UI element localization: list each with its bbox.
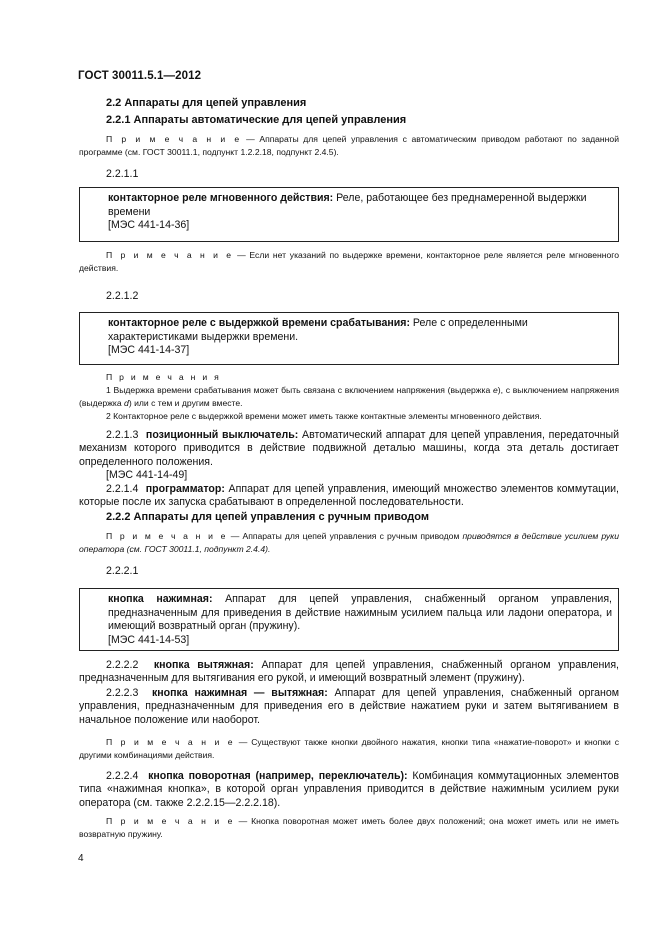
- reference-2-2-1-3: [МЭС 441-14-49]: [106, 469, 188, 481]
- term: кнопка поворотная (например, переключатель):: [148, 770, 408, 782]
- term: кнопка нажимная:: [108, 593, 213, 605]
- note-2-2-1-1: [79, 249, 619, 274]
- definition-box-2-2-1-1: [79, 187, 619, 242]
- reference: [МЭС 441-14-53]: [108, 633, 190, 646]
- note-2-2-1: [79, 133, 619, 158]
- definition: Аппарат для цепей управления, снабженный органом управления, предназначенным для приведения его в действие нажатием руки и затем вытягиванием в начальное положение или наоборот.: [79, 687, 620, 726]
- clause-number-2-2-2-1: 2.2.2.1: [106, 565, 139, 577]
- note-text-italic: приводятся в действие усилием руки оператора (см. ГОСТ 30011.1, подпункт 2.4.4).: [79, 531, 620, 554]
- term: программатор:: [145, 483, 225, 495]
- section-2-2-2-heading: 2.2.2 Аппараты для цепей управления с ручным приводом: [106, 511, 430, 523]
- definition: Аппарат для цепей управления, снабженный органом управления, предназначенным для вытягивания его рукой, и имеющий возвратный элемент (пружину).: [79, 659, 619, 685]
- page-number: 4: [78, 853, 84, 864]
- clause-number: 2.2.1.3: [106, 429, 139, 441]
- note-label: П р и м е ч а н и е: [106, 816, 235, 826]
- note-2-2-2-3: [79, 736, 619, 761]
- clause-2-2-1-3: [79, 429, 619, 469]
- clause-number-2-2-1-1: 2.2.1.1: [106, 168, 139, 180]
- reference: [МЭС 441-14-36]: [108, 219, 190, 232]
- note-text: — Кнопка поворотная может иметь более двух положений; она может иметь или не иметь возвратную пружину.: [79, 816, 619, 839]
- clause-number: 2.2.2.3: [106, 687, 139, 699]
- clause-2-2-2-3: [79, 687, 619, 727]
- reference: [МЭС 441-14-37]: [108, 344, 190, 357]
- note-var-e: e: [492, 385, 498, 395]
- note-text: ) или с тем и другим вместе.: [128, 397, 243, 408]
- definition-text: [108, 192, 612, 219]
- note-text: — Существуют также кнопки двойного нажатия, кнопки типа «нажатие-поворот» и кнопки с другими комбинациями действия.: [79, 737, 619, 760]
- notes-label-text: П р и м е ч а н и я: [106, 372, 222, 382]
- note-2-2-2-1-2: 2 Контакторное реле с выдержкой времени может иметь также контактные элементы мгновенного действия.: [106, 411, 542, 421]
- clause-number: 2.2.2.4: [106, 770, 139, 782]
- note-text: ), с выключением напряжения (выдержка: [79, 385, 620, 408]
- definition-box-2-2-1-2: [79, 312, 619, 365]
- definition: Реле, работающее без преднамеренной выдержки времени: [108, 192, 587, 218]
- note-var-d: d: [124, 397, 129, 408]
- definition: Автоматический аппарат для цепей управления, передаточный механизм которого приводится в действие подвижной деталью машины, когда эта деталь достигает определенного положения.: [79, 429, 619, 468]
- section-2-2-1-heading: 2.2.1 Аппараты автоматические для цепей управления: [106, 114, 407, 126]
- note-label: П р и м е ч а н и е: [106, 737, 235, 747]
- note-1-2-2-1-2: [79, 384, 619, 409]
- term: позиционный выключатель:: [145, 429, 299, 441]
- term: кнопка вытяжная:: [153, 659, 254, 671]
- section-2-2-heading: 2.2 Аппараты для цепей управления: [106, 97, 307, 109]
- term: кнопка нажимная — вытяжная:: [151, 687, 328, 699]
- term: контакторное реле с выдержкой времени срабатывания:: [108, 317, 410, 329]
- clause-2-2-1-4: [79, 483, 619, 510]
- note-text: — Если нет указаний по выдержке времени, контакторное реле является реле мгновенного действия.: [79, 250, 619, 273]
- clause-2-2-2-4: [79, 770, 619, 810]
- note-text: 1 Выдержка времени срабатывания может быть связана с включением напряжения (выдержка: [106, 385, 493, 395]
- definition: Аппарат для цепей управления, снабженный органом управления, предназначенным для приведения в действие нажимным усилием пальца или ладони оператора, и имеющий возвратный орган (пружину).: [108, 593, 612, 633]
- note-2-2-2-4: [79, 815, 619, 840]
- note-2-2-2: [79, 530, 619, 555]
- clause-number: 2.2.1.4: [106, 483, 139, 495]
- note-text: — Аппараты для цепей управления с ручным приводом: [230, 531, 463, 541]
- note-label: П р и м е ч а н и е: [106, 134, 242, 144]
- clause-number: 2.2.2.2: [106, 659, 139, 671]
- definition-box-2-2-2-1: [79, 588, 619, 651]
- note-text: — Аппараты для цепей управления с автоматическим приводом работают по заданной программе (см. ГОСТ 30011.1, подпункт 1.2.2.18, подпункт 2.4.5).: [79, 134, 619, 157]
- definition-text: [108, 593, 612, 634]
- term: контакторное реле мгновенного действия:: [108, 192, 334, 204]
- clause-2-2-2-2: [79, 659, 619, 686]
- clause-number-2-2-1-2: 2.2.1.2: [106, 290, 139, 302]
- document-header: ГОСТ 30011.5.1—2012: [78, 70, 202, 82]
- definition: Реле с определенными характеристиками выдержки времени.: [108, 317, 528, 343]
- definition: Комбинация коммутационных элементов типа «нажимная кнопка», в которой орган управления приводится в действие нажимным усилием руки оператора (см. также 2.2.2.15—2.2.2.18).: [79, 770, 619, 809]
- note-label: П р и м е ч а н и е: [106, 250, 234, 260]
- definition-text: [108, 317, 612, 344]
- note-label: П р и м е ч а н и е: [106, 531, 228, 541]
- notes-label: [106, 371, 221, 384]
- definition: Аппарат для цепей управления, имеющий множество элементов коммутации, которые после их запуска срабатывают в определенной последовательности.: [79, 483, 620, 509]
